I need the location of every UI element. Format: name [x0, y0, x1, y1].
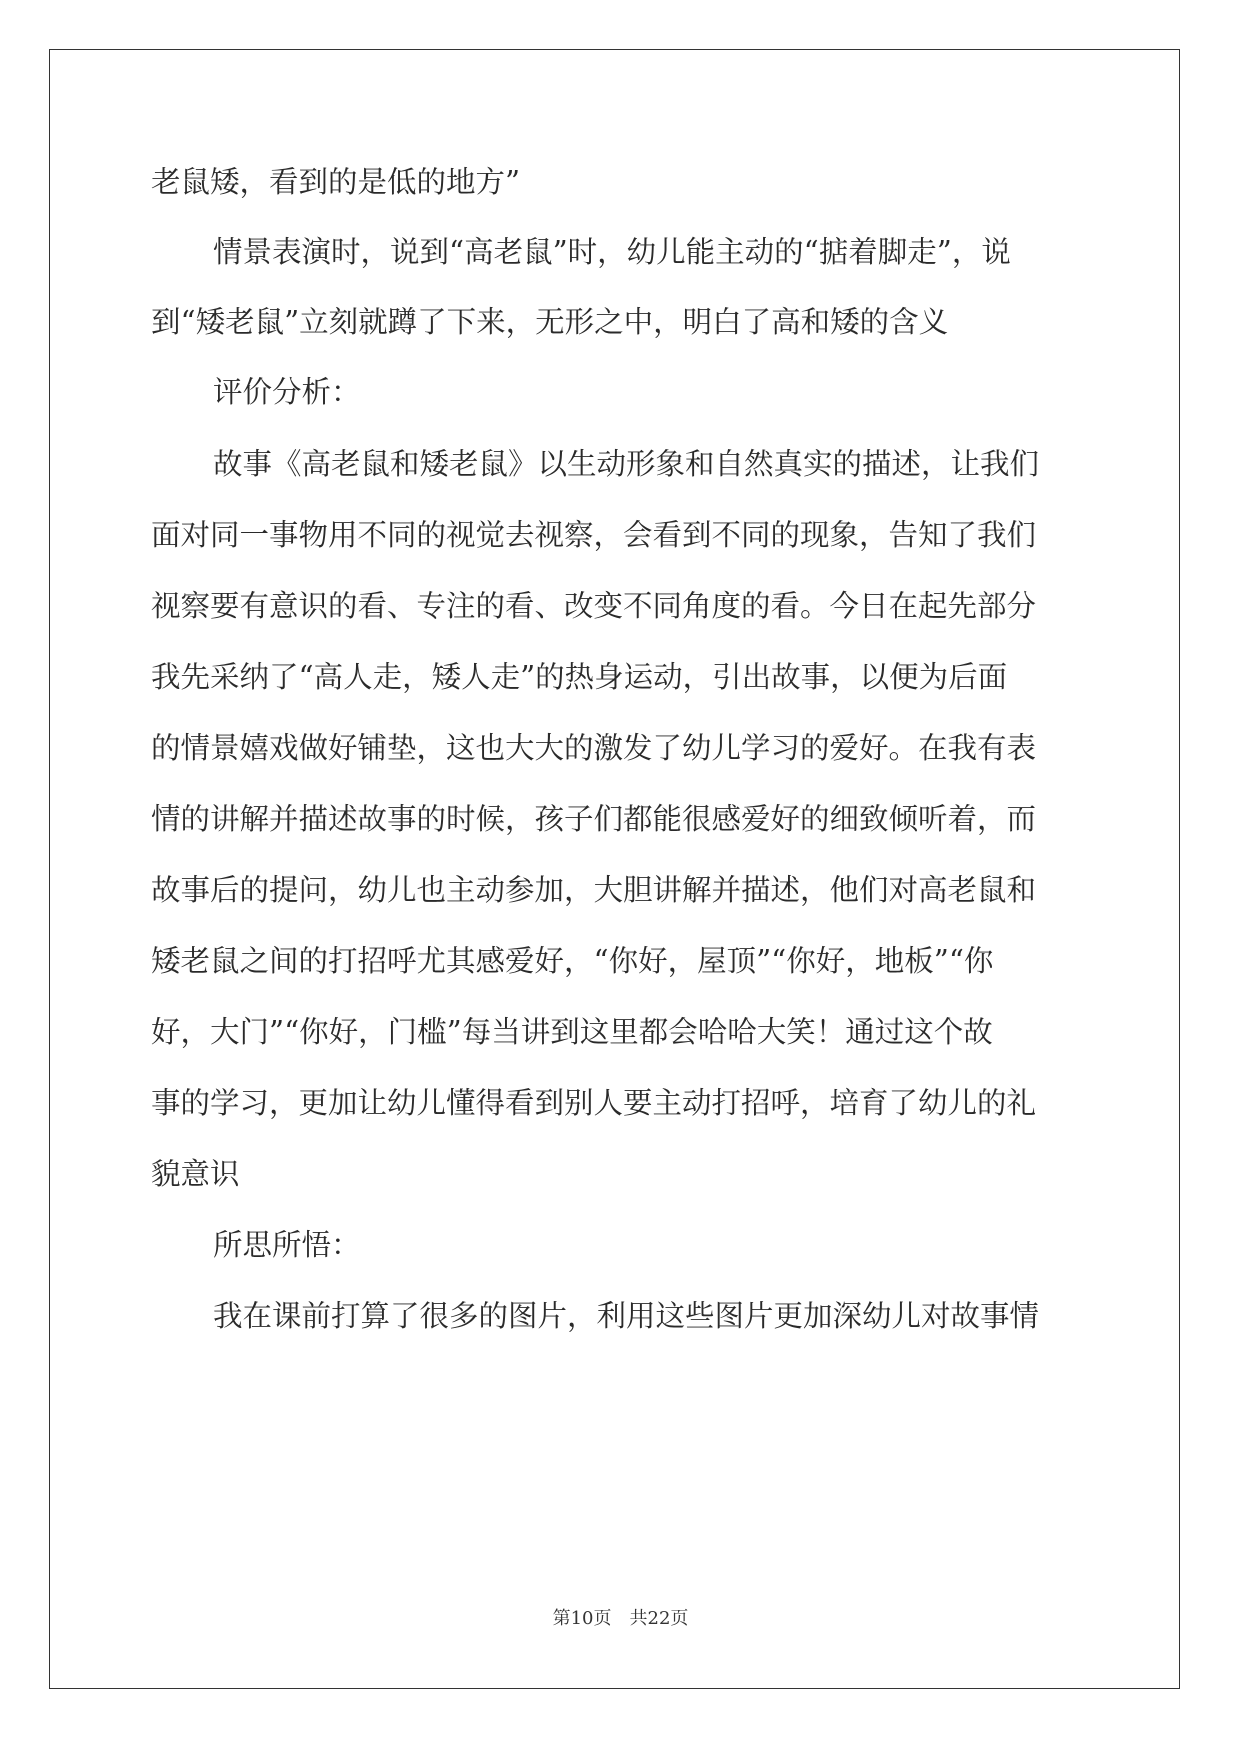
section-heading: 评价分析：	[213, 375, 361, 409]
text-line: 我在课前打算了很多的图片，利用这些图片更加深幼儿对故事情	[213, 1299, 1040, 1333]
text-line: 故事后的提问，幼儿也主动参加，大胆讲解并描述，他们对高老鼠和	[151, 873, 1037, 907]
text-line: 老鼠矮，看到的是低的地方”	[151, 165, 521, 199]
text-line: 貌意识	[151, 1157, 240, 1191]
text-line: 情的讲解并描述故事的时候，孩子们都能很感爱好的细致倾听着，而	[151, 802, 1037, 836]
text-line: 面对同一事物用不同的视觉去视察，会看到不同的现象，告知了我们	[151, 518, 1037, 552]
text-line: 情景表演时，说到“高老鼠”时，幼儿能主动的“掂着脚走”，说	[213, 235, 1011, 269]
text-line: 我先采纳了“高人走，矮人走”的热身运动，引出故事，以便为后面	[151, 660, 1008, 694]
text-line: 好，大门”“你好，门槛”每当讲到这里都会哈哈大笑！通过这个故	[151, 1015, 993, 1049]
text-line: 故事《高老鼠和矮老鼠》以生动形象和自然真实的描述，让我们	[213, 447, 1040, 481]
text-line: 事的学习，更加让幼儿懂得看到别人要主动打招呼，培育了幼儿的礼	[151, 1086, 1037, 1120]
page-number: 第10页 共22页	[552, 1608, 689, 1629]
text-line: 视察要有意识的看、专注的看、改变不同角度的看。今日在起先部分	[151, 589, 1037, 623]
text-line: 到“矮老鼠”立刻就蹲了下来，无形之中，明白了高和矮的含义	[151, 305, 949, 339]
section-heading: 所思所悟：	[213, 1228, 361, 1262]
text-line: 的情景嬉戏做好铺垫，这也大大的激发了幼儿学习的爱好。在我有表	[151, 731, 1037, 765]
text-line: 矮老鼠之间的打招呼尤其感爱好，“你好，屋顶”“你好，地板”“你	[151, 944, 994, 978]
